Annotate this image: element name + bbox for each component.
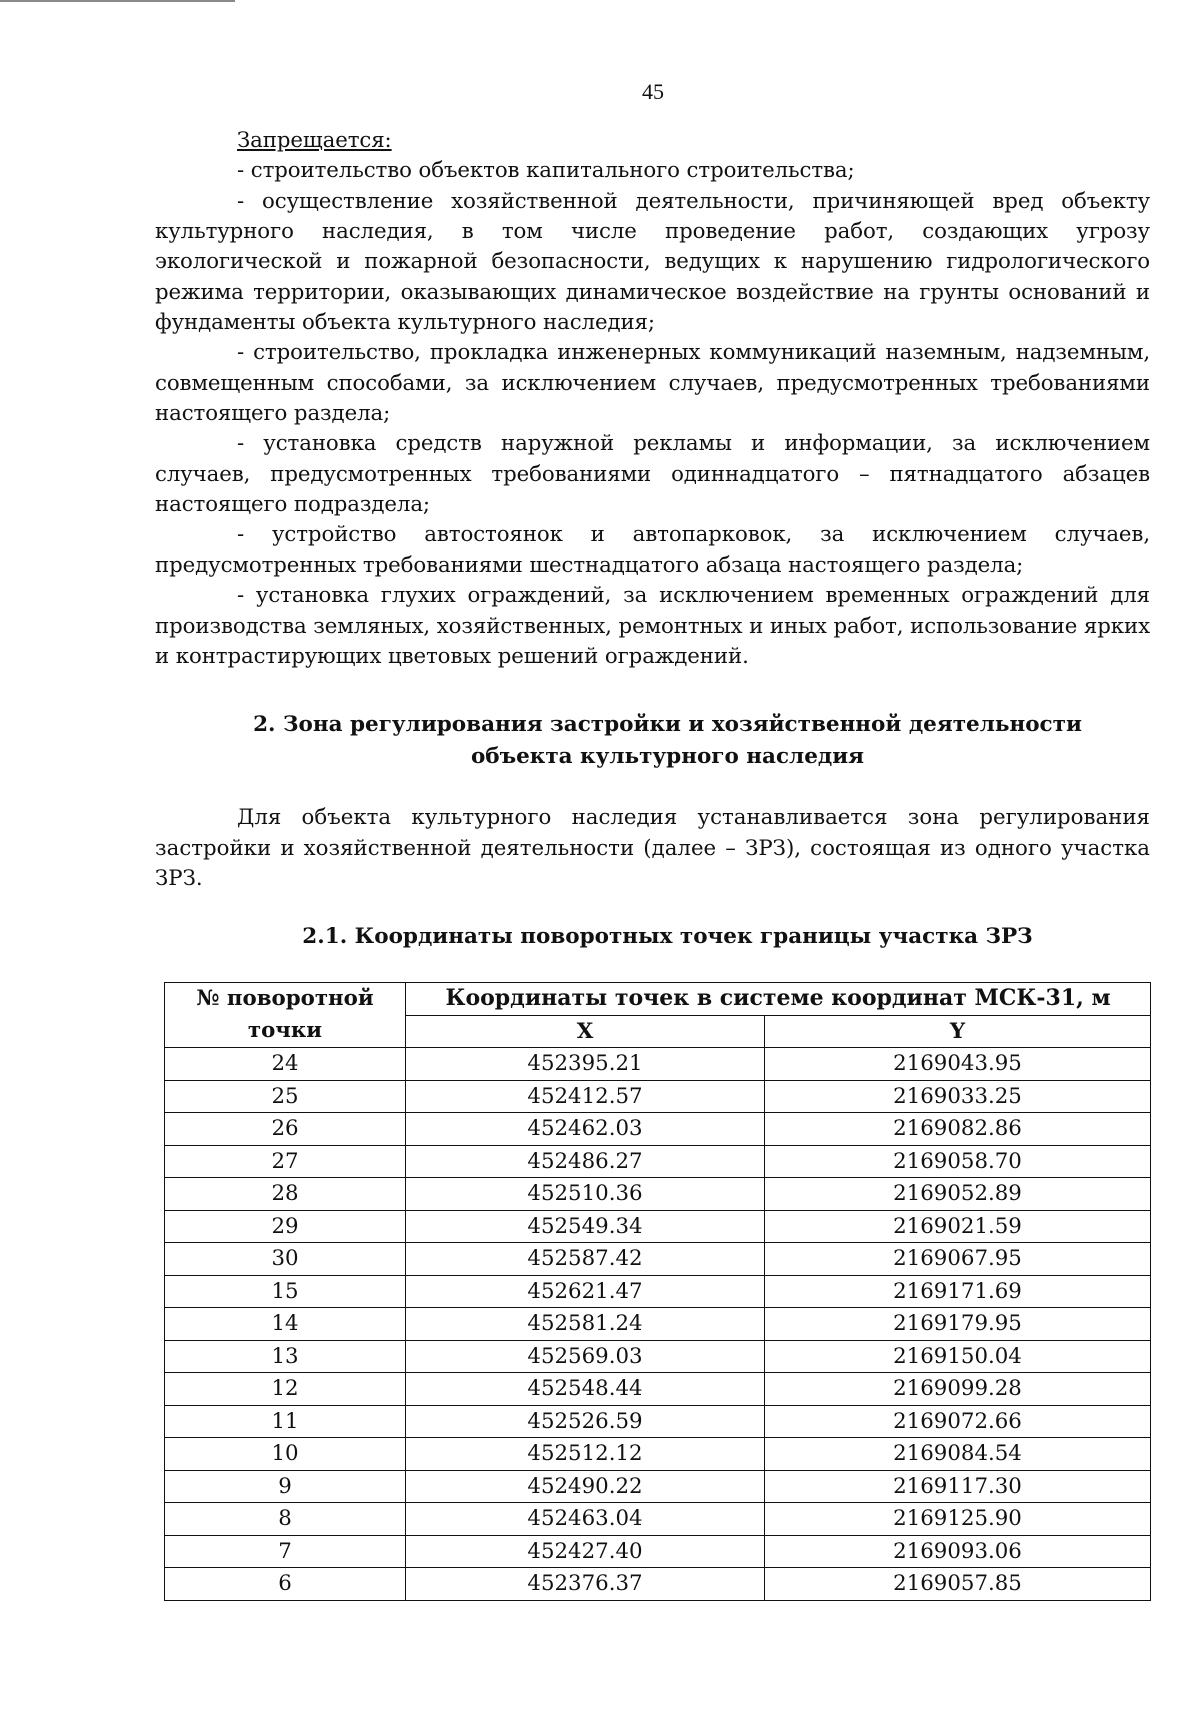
- table-row: [165, 1243, 1151, 1276]
- point-number-cell: 27: [165, 1145, 406, 1178]
- table-row: [165, 1568, 1151, 1601]
- x-header: X: [406, 1015, 765, 1048]
- point-number-cell: 8: [165, 1503, 406, 1536]
- y-coordinate-cell: 2169117.30: [765, 1470, 1151, 1503]
- prohibition-item: - установка средств наружной рекламы и информации, за исключением случаев, предусмотренных требованиями одиннадцатого – пятнадцатого абзацев настоящего подраздела;: [155, 431, 1150, 518]
- prohibition-item: - строительство, прокладка инженерных коммуникаций наземным, надземным, совмещенным способами, за исключением случаев, предусмотренных требованиями настоящего раздела;: [155, 340, 1150, 427]
- prohibition-item: - строительство объектов капитального строительства;: [237, 158, 855, 184]
- table-row: [165, 1503, 1151, 1536]
- table-row: [165, 1340, 1151, 1373]
- y-header: Y: [765, 1015, 1151, 1048]
- x-coordinate-cell: 452510.36: [406, 1178, 765, 1211]
- x-coordinate-cell: 452587.42: [406, 1243, 765, 1276]
- table-row: [165, 1308, 1151, 1341]
- scan-edge-line: [0, 0, 235, 2]
- y-coordinate-cell: 2169052.89: [765, 1178, 1151, 1211]
- section-heading-line1: 2. Зона регулирования застройки и хозяйственной деятельности: [253, 712, 1082, 737]
- x-coordinate-cell: 452512.12: [406, 1438, 765, 1471]
- x-coordinate-cell: 452412.57: [406, 1080, 765, 1113]
- prohibition-item: - установка глухих ограждений, за исключением временных ограждений для производства земляных, хозяйственных, ремонтных и иных работ, использование ярких и контрастирующих цветовых решений ограждений.: [155, 583, 1150, 669]
- point-number-cell: 26: [165, 1113, 406, 1146]
- point-number-cell: 30: [165, 1243, 406, 1276]
- point-number-cell: 28: [165, 1178, 406, 1211]
- prohibitions-title: Запрещается:: [237, 128, 392, 153]
- x-coordinate-cell: 452395.21: [406, 1048, 765, 1081]
- y-coordinate-cell: 2169058.70: [765, 1145, 1151, 1178]
- x-coordinate-cell: 452548.44: [406, 1373, 765, 1406]
- point-number-cell: 11: [165, 1405, 406, 1438]
- section-intro-paragraph: Для объекта культурного наследия устанавливается зона регулирования застройки и хозяйственной деятельности (далее – ЗРЗ), состоящая из одного участка ЗРЗ.: [155, 805, 1150, 891]
- point-number-cell: 12: [165, 1373, 406, 1406]
- x-coordinate-cell: 452621.47: [406, 1275, 765, 1308]
- y-coordinate-cell: 2169125.90: [765, 1503, 1151, 1536]
- table-row: [165, 1210, 1151, 1243]
- y-coordinate-cell: 2169072.66: [765, 1405, 1151, 1438]
- page-number: 45: [642, 79, 664, 104]
- x-coordinate-cell: 452549.34: [406, 1210, 765, 1243]
- x-coordinate-cell: 452569.03: [406, 1340, 765, 1373]
- y-coordinate-cell: 2169150.04: [765, 1340, 1151, 1373]
- table-row: [165, 1405, 1151, 1438]
- point-number-cell: 29: [165, 1210, 406, 1243]
- x-coordinate-cell: 452526.59: [406, 1405, 765, 1438]
- y-coordinate-cell: 2169093.06: [765, 1535, 1151, 1568]
- y-coordinate-cell: 2169043.95: [765, 1048, 1151, 1081]
- y-coordinate-cell: 2169021.59: [765, 1210, 1151, 1243]
- y-coordinate-cell: 2169171.69: [765, 1275, 1151, 1308]
- point-number-cell: 13: [165, 1340, 406, 1373]
- table-row: [165, 1535, 1151, 1568]
- y-coordinate-cell: 2169179.95: [765, 1308, 1151, 1341]
- y-coordinate-cell: 2169057.85: [765, 1568, 1151, 1601]
- coordinates-header: Координаты точек в системе координат МСК-31, м: [406, 983, 1151, 1016]
- coordinates-table: [164, 982, 1151, 1601]
- table-row: [165, 1113, 1151, 1146]
- prohibition-item: - осуществление хозяйственной деятельности, причиняющей вред объекту культурного наследия, в том числе проведение работ, создающих угрозу экологической и пожарной безопасности, ведущих к нарушению гидрологического режима территории, оказывающих динамическое воздействие на грунты оснований и фундаменты объекта культурного наследия;: [155, 188, 1150, 336]
- point-number-cell: 25: [165, 1080, 406, 1113]
- x-coordinate-cell: 452581.24: [406, 1308, 765, 1341]
- point-number-cell: 10: [165, 1438, 406, 1471]
- table-row: [165, 1275, 1151, 1308]
- x-coordinate-cell: 452462.03: [406, 1113, 765, 1146]
- table-row: [165, 1178, 1151, 1211]
- prohibition-item: - устройство автостоянок и автопарковок, за исключением случаев, предусмотренных требованиями шестнадцатого абзаца настоящего раздела;: [155, 522, 1150, 578]
- point-number-cell: 6: [165, 1568, 406, 1601]
- table-row: [165, 1438, 1151, 1471]
- point-number-cell: 15: [165, 1275, 406, 1308]
- table-row: [165, 1373, 1151, 1406]
- point-number-header: № поворотной точки: [165, 983, 406, 1048]
- x-coordinate-cell: 452486.27: [406, 1145, 765, 1178]
- x-coordinate-cell: 452490.22: [406, 1470, 765, 1503]
- y-coordinate-cell: 2169067.95: [765, 1243, 1151, 1276]
- y-coordinate-cell: 2169084.54: [765, 1438, 1151, 1471]
- prohibitions-section: [155, 126, 1150, 672]
- point-number-cell: 14: [165, 1308, 406, 1341]
- y-coordinate-cell: 2169099.28: [765, 1373, 1151, 1406]
- point-number-cell: 24: [165, 1048, 406, 1081]
- table-row: [165, 1145, 1151, 1178]
- section-heading: [155, 709, 1150, 773]
- section-heading-line2: объекта культурного наследия: [470, 744, 865, 769]
- y-coordinate-cell: 2169033.25: [765, 1080, 1151, 1113]
- x-coordinate-cell: 452376.37: [406, 1568, 765, 1601]
- point-number-cell: 7: [165, 1535, 406, 1568]
- x-coordinate-cell: 452463.04: [406, 1503, 765, 1536]
- y-coordinate-cell: 2169082.86: [765, 1113, 1151, 1146]
- table-row: [165, 1470, 1151, 1503]
- table-row: [165, 1048, 1151, 1081]
- table-row: [165, 1080, 1151, 1113]
- point-number-cell: 9: [165, 1470, 406, 1503]
- x-coordinate-cell: 452427.40: [406, 1535, 765, 1568]
- table-title: 2.1. Координаты поворотных точек границы участка ЗРЗ: [302, 924, 1033, 949]
